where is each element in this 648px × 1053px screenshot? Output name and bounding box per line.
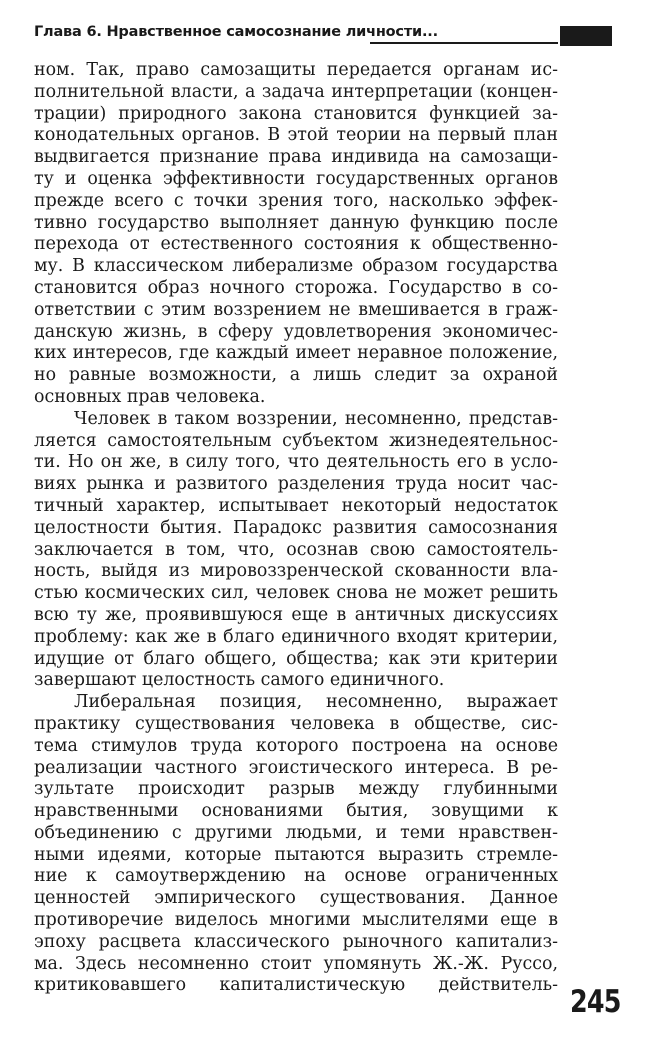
running-head (34, 22, 612, 48)
text-line: конодательных органов. В этой теории на первый план (34, 125, 558, 146)
text-line: тичный характер, испытывает некоторый недостаток (34, 495, 558, 516)
text-line: практику существования человека в обществе, сис- (34, 713, 558, 734)
running-head-block (560, 26, 612, 46)
text-line: полнительной власти, а задача интерпретации (концен- (34, 81, 558, 102)
text-line: данскую жизнь, в сферу удовлетворения экономичес- (34, 321, 558, 342)
body-text (34, 60, 558, 997)
text-line: ких интересов, где каждый имеет неравное положение, (34, 343, 558, 364)
text-line: идущие от благо общего, общества; как эти критерии (34, 648, 558, 669)
text-line: Человек в таком воззрении, несомненно, представ- (74, 408, 558, 429)
text-line: ляется самостоятельным субъектом жизнедеятельнос- (34, 430, 558, 451)
text-line: трации) природного закона становится функцией за- (34, 103, 558, 124)
text-line: реализации частного эгоистического интереса. В ре- (34, 757, 558, 778)
text-line: ма. Здесь несомненно стоит упомянуть Ж.-Ж. Руссо, (34, 953, 558, 974)
text-line: ту и оценка эффективности государственных органов (34, 168, 558, 189)
text-line: ность, выйдя из мировоззренческой скованности вла- (34, 561, 558, 582)
text-line: проблему: как же в благо единичного входят критерии, (34, 626, 558, 647)
text-line: ценностей эмпирического существования. Данное (34, 888, 558, 909)
text-line: ными идеями, которые пытаются выразить стремле- (34, 844, 558, 865)
text-line: ти. Но он же, в силу того, что деятельность его в усло- (34, 452, 558, 473)
page-number: 245 (570, 984, 621, 1020)
running-head-rule (370, 42, 558, 44)
text-line: основных прав человека. (34, 386, 266, 407)
running-head-title: Глава 6. Нравственное самосознание личности... (34, 24, 438, 40)
text-line: заключается в том, что, осознав свою самостоятель- (34, 539, 558, 560)
text-line: но равные возможности, а лишь следит за охраной (34, 365, 558, 386)
text-line: Либеральная позиция, несомненно, выражает (74, 692, 558, 713)
text-line: виях рынка и развитого разделения труда носит час- (34, 474, 558, 495)
text-line: ние к самоутверждению на основе ограниченных (34, 866, 558, 887)
text-line: критиковавшего капиталистическую действитель- (34, 975, 558, 996)
text-line: стью космических сил, человек снова не может решить (34, 583, 558, 604)
text-line: эпоху расцвета классического рыночного капитализ- (34, 931, 558, 952)
text-line: противоречие виделось многими мыслителями еще в (34, 910, 558, 931)
text-line: выдвигается признание права индивида на самозащи- (34, 147, 558, 168)
text-line: целостности бытия. Парадокс развития самосознания (34, 517, 558, 538)
text-line: нравственными основаниями бытия, зовущими к (34, 801, 558, 822)
text-line: ном. Так, право самозащиты передается органам ис- (34, 60, 558, 80)
text-line: тема стимулов труда которого построена на основе (34, 735, 558, 756)
text-line: прежде всего с точки зрения того, насколько эффек- (34, 190, 558, 211)
paragraph-3 (34, 692, 558, 997)
text-line: му. В классическом либерализме образом государства (34, 256, 558, 277)
text-line: объединению с другими людьми, и теми нравствен- (34, 822, 558, 843)
text-line: ответствии с этим воззрением не вмешивается в граж- (34, 299, 558, 320)
paragraph-2 (34, 409, 558, 692)
text-line: завершают целостность самого единичного. (34, 670, 445, 691)
text-line: зультате происходит разрыв между глубинными (34, 779, 558, 800)
text-line: всю ту же, проявившуюся еще в античных дискуссиях (34, 604, 558, 625)
paragraph-1 (34, 60, 558, 409)
text-line: тивно государство выполняет данную функцию после (34, 212, 558, 233)
text-line: становится образ ночного сторожа. Государство в со- (34, 277, 558, 298)
text-line: перехода от естественного состояния к общественно- (34, 234, 558, 255)
